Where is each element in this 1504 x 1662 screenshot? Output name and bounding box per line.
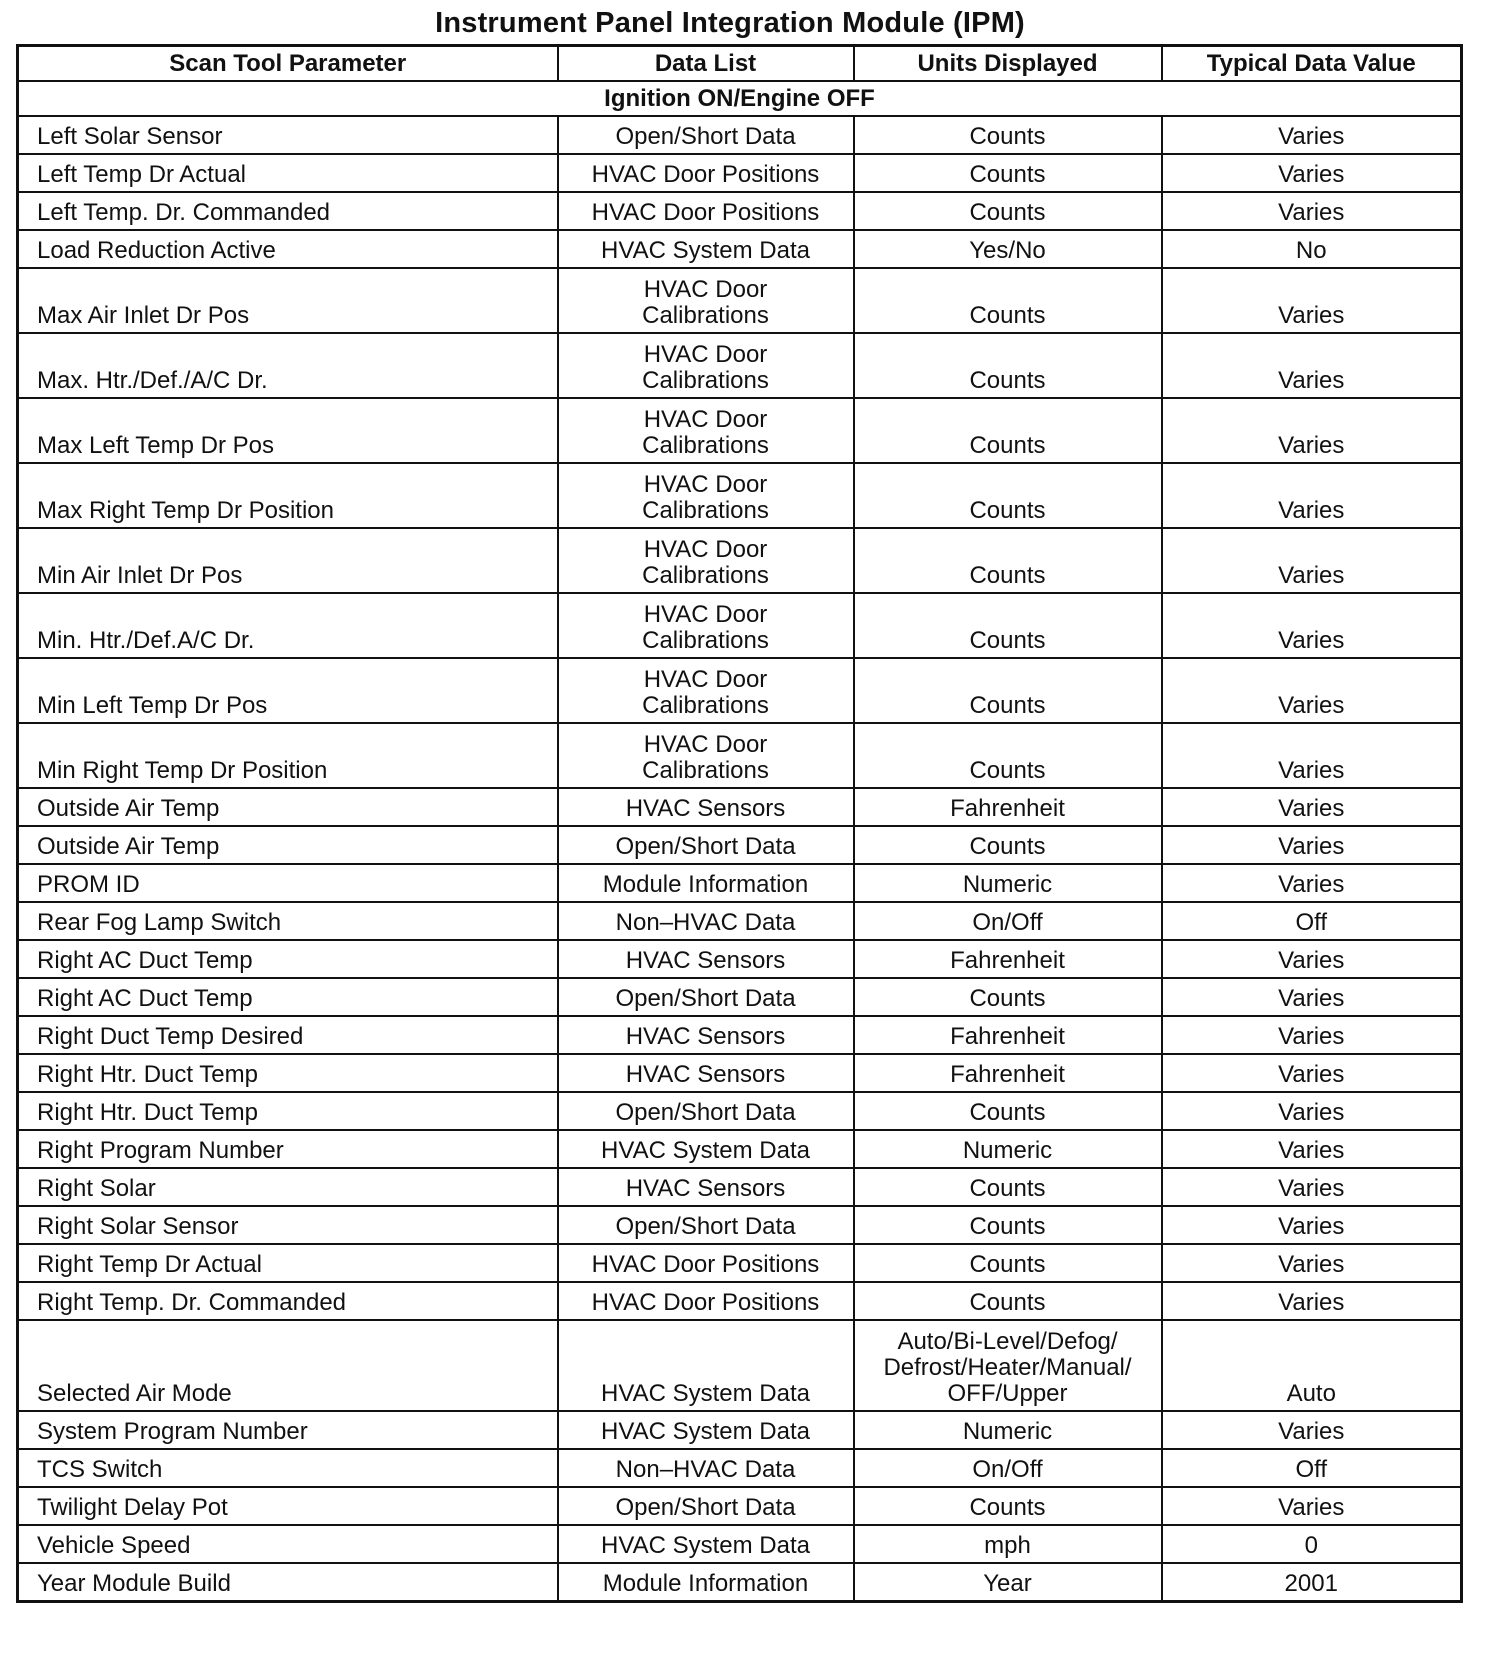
data-list-line: HVAC Door: [643, 276, 768, 303]
cell-data-list: [558, 154, 854, 192]
cell-typical-data-value: Varies: [1162, 463, 1462, 528]
data-list-line: HVAC Door Positions: [591, 1289, 820, 1316]
cell-data-list: [558, 333, 854, 398]
cell-scan-tool-parameter: Min Left Temp Dr Pos: [18, 658, 558, 723]
cell-units-displayed: [854, 1016, 1162, 1054]
cell-units-displayed: [854, 658, 1162, 723]
header-units-displayed: Units Displayed: [854, 46, 1162, 82]
cell-data-list: [558, 593, 854, 658]
cell-scan-tool-parameter: TCS Switch: [18, 1449, 558, 1487]
data-list-line: Open/Short Data: [615, 1213, 796, 1240]
data-list-line: Non–HVAC Data: [615, 1456, 796, 1483]
cell-units-displayed: [854, 154, 1162, 192]
cell-data-list: [558, 463, 854, 528]
data-list-line: Calibrations: [642, 302, 769, 329]
cell-units-displayed: [854, 463, 1162, 528]
cell-typical-data-value: Varies: [1162, 1487, 1462, 1525]
cell-units-displayed: [854, 1054, 1162, 1092]
cell-data-list: [558, 1282, 854, 1320]
table-row: [18, 1282, 1462, 1320]
cell-units-displayed: [854, 116, 1162, 154]
table-body: [18, 81, 1462, 1602]
table-row: [18, 154, 1462, 192]
cell-scan-tool-parameter: Right Htr. Duct Temp: [18, 1054, 558, 1092]
cell-data-list: [558, 1320, 854, 1411]
cell-typical-data-value: Varies: [1162, 978, 1462, 1016]
cell-scan-tool-parameter: Max Air Inlet Dr Pos: [18, 268, 558, 333]
data-list-line: HVAC Door: [643, 471, 768, 498]
cell-typical-data-value: Varies: [1162, 1130, 1462, 1168]
cell-data-list: [558, 723, 854, 788]
data-list-line: Non–HVAC Data: [615, 909, 796, 936]
cell-scan-tool-parameter: Right Htr. Duct Temp: [18, 1092, 558, 1130]
data-list-line: Open/Short Data: [615, 985, 796, 1012]
units-line: Year: [983, 1570, 1032, 1597]
cell-units-displayed: [854, 1092, 1162, 1130]
cell-scan-tool-parameter: Right Program Number: [18, 1130, 558, 1168]
cell-data-list: [558, 1206, 854, 1244]
table-row: [18, 398, 1462, 463]
table-row: [18, 788, 1462, 826]
cell-units-displayed: [854, 1411, 1162, 1449]
cell-units-displayed: [854, 864, 1162, 902]
cell-units-displayed: [854, 723, 1162, 788]
cell-units-displayed: [854, 902, 1162, 940]
cell-data-list: [558, 940, 854, 978]
cell-data-list: [558, 1054, 854, 1092]
cell-scan-tool-parameter: Max. Htr./Def./A/C Dr.: [18, 333, 558, 398]
cell-scan-tool-parameter: Min Air Inlet Dr Pos: [18, 528, 558, 593]
cell-scan-tool-parameter: Outside Air Temp: [18, 826, 558, 864]
cell-scan-tool-parameter: Left Temp. Dr. Commanded: [18, 192, 558, 230]
cell-typical-data-value: 0: [1162, 1525, 1462, 1563]
data-list-line: HVAC System Data: [601, 1532, 810, 1559]
cell-units-displayed: [854, 1282, 1162, 1320]
cell-scan-tool-parameter: Right Solar Sensor: [18, 1206, 558, 1244]
data-list-line: HVAC Door: [643, 731, 768, 758]
cell-scan-tool-parameter: Year Module Build: [18, 1563, 558, 1602]
units-line: Counts: [969, 367, 1046, 394]
cell-data-list: [558, 192, 854, 230]
cell-typical-data-value: Varies: [1162, 723, 1462, 788]
cell-typical-data-value: Off: [1162, 1449, 1462, 1487]
data-list-line: HVAC System Data: [601, 237, 810, 264]
cell-typical-data-value: Varies: [1162, 1016, 1462, 1054]
table-row: [18, 1244, 1462, 1282]
cell-data-list: [558, 1092, 854, 1130]
cell-units-displayed: [854, 1130, 1162, 1168]
cell-typical-data-value: Auto: [1162, 1320, 1462, 1411]
cell-units-displayed: [854, 978, 1162, 1016]
data-list-line: HVAC Door Positions: [591, 199, 820, 226]
cell-units-displayed: [854, 1244, 1162, 1282]
data-list-line: HVAC System Data: [601, 1380, 810, 1407]
cell-data-list: [558, 1244, 854, 1282]
table-row: [18, 333, 1462, 398]
cell-data-list: [558, 1563, 854, 1602]
units-line: On/Off: [972, 909, 1043, 936]
cell-scan-tool-parameter: Selected Air Mode: [18, 1320, 558, 1411]
units-line: Numeric: [962, 1418, 1053, 1445]
cell-typical-data-value: Varies: [1162, 1244, 1462, 1282]
cell-scan-tool-parameter: Left Temp Dr Actual: [18, 154, 558, 192]
cell-data-list: [558, 230, 854, 268]
table-row: [18, 1563, 1462, 1602]
cell-data-list: [558, 826, 854, 864]
data-list-line: HVAC Sensors: [625, 1023, 786, 1050]
table-header-row: [18, 46, 1462, 82]
cell-data-list: [558, 902, 854, 940]
data-list-line: HVAC Door: [643, 601, 768, 628]
data-list-line: HVAC Door: [643, 536, 768, 563]
header-data-list: Data List: [558, 46, 854, 82]
table-row: [18, 1449, 1462, 1487]
cell-scan-tool-parameter: Right Temp Dr Actual: [18, 1244, 558, 1282]
cell-units-displayed: [854, 268, 1162, 333]
cell-units-displayed: [854, 192, 1162, 230]
units-line: Counts: [969, 199, 1046, 226]
data-list-line: Module Information: [602, 1570, 809, 1597]
data-list-line: HVAC Sensors: [625, 1175, 786, 1202]
cell-typical-data-value: Varies: [1162, 333, 1462, 398]
units-line: Counts: [969, 1289, 1046, 1316]
units-line: OFF/Upper: [947, 1380, 1068, 1407]
cell-scan-tool-parameter: Rear Fog Lamp Switch: [18, 902, 558, 940]
cell-data-list: [558, 1449, 854, 1487]
table-row: [18, 268, 1462, 333]
units-line: Counts: [969, 985, 1046, 1012]
page-title: Instrument Panel Integration Module (IPM): [435, 7, 1025, 39]
data-list-line: Open/Short Data: [615, 833, 796, 860]
data-list-line: HVAC System Data: [601, 1137, 810, 1164]
cell-typical-data-value: Varies: [1162, 1282, 1462, 1320]
cell-units-displayed: [854, 1320, 1162, 1411]
cell-scan-tool-parameter: Load Reduction Active: [18, 230, 558, 268]
data-list-line: Calibrations: [642, 432, 769, 459]
header-typical-data-value: Typical Data Value: [1162, 46, 1462, 82]
cell-units-displayed: [854, 528, 1162, 593]
cell-units-displayed: [854, 593, 1162, 658]
units-line: Counts: [969, 1213, 1046, 1240]
data-list-line: Calibrations: [642, 757, 769, 784]
cell-typical-data-value: Varies: [1162, 528, 1462, 593]
cell-scan-tool-parameter: Vehicle Speed: [18, 1525, 558, 1563]
cell-data-list: [558, 1130, 854, 1168]
units-line: Numeric: [962, 1137, 1053, 1164]
units-line: Fahrenheit: [950, 947, 1065, 974]
data-list-line: HVAC Door: [643, 666, 768, 693]
table-row: [18, 723, 1462, 788]
table-row: [18, 940, 1462, 978]
units-line: Counts: [969, 161, 1046, 188]
cell-units-displayed: [854, 1168, 1162, 1206]
cell-typical-data-value: Varies: [1162, 658, 1462, 723]
cell-units-displayed: [854, 333, 1162, 398]
data-list-line: Open/Short Data: [615, 1494, 796, 1521]
cell-data-list: [558, 1016, 854, 1054]
units-line: mph: [984, 1532, 1031, 1559]
table-row: [18, 902, 1462, 940]
ipm-data-table: [16, 44, 1463, 1603]
cell-typical-data-value: Varies: [1162, 864, 1462, 902]
table-row: [18, 1487, 1462, 1525]
cell-data-list: [558, 978, 854, 1016]
units-line: Counts: [969, 123, 1046, 150]
cell-scan-tool-parameter: Max Left Temp Dr Pos: [18, 398, 558, 463]
cell-typical-data-value: 2001: [1162, 1563, 1462, 1602]
table-row: [18, 1092, 1462, 1130]
units-line: Counts: [969, 1494, 1046, 1521]
cell-units-displayed: [854, 230, 1162, 268]
cell-data-list: [558, 1411, 854, 1449]
units-line: Counts: [969, 497, 1046, 524]
header-scan-tool-parameter: Scan Tool Parameter: [18, 46, 558, 82]
cell-data-list: [558, 788, 854, 826]
cell-scan-tool-parameter: Min Right Temp Dr Position: [18, 723, 558, 788]
units-line: Fahrenheit: [950, 1023, 1065, 1050]
cell-units-displayed: [854, 940, 1162, 978]
data-list-line: HVAC System Data: [601, 1418, 810, 1445]
table-row: [18, 1054, 1462, 1092]
data-list-line: Calibrations: [642, 692, 769, 719]
cell-data-list: [558, 658, 854, 723]
table-row: [18, 1320, 1462, 1411]
cell-units-displayed: [854, 1525, 1162, 1563]
table-row: [18, 1206, 1462, 1244]
table-row: [18, 593, 1462, 658]
table-row: [18, 1016, 1462, 1054]
table-row: [18, 463, 1462, 528]
cell-scan-tool-parameter: Right Solar: [18, 1168, 558, 1206]
section-label: Ignition ON/Engine OFF: [18, 81, 1462, 116]
units-line: Counts: [969, 692, 1046, 719]
data-list-line: Open/Short Data: [615, 123, 796, 150]
cell-units-displayed: [854, 1449, 1162, 1487]
cell-typical-data-value: Varies: [1162, 826, 1462, 864]
cell-scan-tool-parameter: Left Solar Sensor: [18, 116, 558, 154]
cell-typical-data-value: Varies: [1162, 1092, 1462, 1130]
cell-scan-tool-parameter: Right Duct Temp Desired: [18, 1016, 558, 1054]
cell-units-displayed: [854, 826, 1162, 864]
cell-typical-data-value: Varies: [1162, 1206, 1462, 1244]
cell-scan-tool-parameter: Right AC Duct Temp: [18, 940, 558, 978]
cell-scan-tool-parameter: System Program Number: [18, 1411, 558, 1449]
cell-data-list: [558, 1168, 854, 1206]
cell-data-list: [558, 1487, 854, 1525]
data-list-line: HVAC Door Positions: [591, 1251, 820, 1278]
table-row: [18, 826, 1462, 864]
data-list-line: Module Information: [602, 871, 809, 898]
cell-typical-data-value: Varies: [1162, 398, 1462, 463]
table-row: [18, 978, 1462, 1016]
cell-scan-tool-parameter: Right Temp. Dr. Commanded: [18, 1282, 558, 1320]
units-line: Yes/No: [969, 237, 1046, 264]
cell-scan-tool-parameter: Outside Air Temp: [18, 788, 558, 826]
cell-typical-data-value: Varies: [1162, 1054, 1462, 1092]
data-list-line: Open/Short Data: [615, 1099, 796, 1126]
units-line: Counts: [969, 1099, 1046, 1126]
cell-data-list: [558, 864, 854, 902]
units-line: On/Off: [972, 1456, 1043, 1483]
cell-scan-tool-parameter: PROM ID: [18, 864, 558, 902]
units-line: Counts: [969, 302, 1046, 329]
cell-typical-data-value: Varies: [1162, 116, 1462, 154]
cell-data-list: [558, 398, 854, 463]
table-row: [18, 1168, 1462, 1206]
units-line: Defrost/Heater/Manual/: [883, 1354, 1132, 1381]
units-line: Counts: [969, 1251, 1046, 1278]
data-list-line: Calibrations: [642, 367, 769, 394]
cell-units-displayed: [854, 788, 1162, 826]
units-line: Numeric: [962, 871, 1053, 898]
cell-scan-tool-parameter: Max Right Temp Dr Position: [18, 463, 558, 528]
cell-scan-tool-parameter: Min. Htr./Def.A/C Dr.: [18, 593, 558, 658]
cell-typical-data-value: Varies: [1162, 788, 1462, 826]
units-line: Counts: [969, 833, 1046, 860]
cell-typical-data-value: Varies: [1162, 1411, 1462, 1449]
cell-typical-data-value: Varies: [1162, 192, 1462, 230]
data-list-line: HVAC Door: [643, 406, 768, 433]
cell-typical-data-value: Varies: [1162, 940, 1462, 978]
units-line: Counts: [969, 432, 1046, 459]
cell-typical-data-value: No: [1162, 230, 1462, 268]
table-row: [18, 192, 1462, 230]
table-row: [18, 230, 1462, 268]
data-list-line: HVAC Sensors: [625, 1061, 786, 1088]
cell-typical-data-value: Varies: [1162, 154, 1462, 192]
data-list-line: Calibrations: [642, 497, 769, 524]
units-line: Counts: [969, 757, 1046, 784]
cell-typical-data-value: Varies: [1162, 1168, 1462, 1206]
cell-data-list: [558, 528, 854, 593]
table-row: [18, 1525, 1462, 1563]
table-row: [18, 116, 1462, 154]
units-line: Counts: [969, 1175, 1046, 1202]
cell-data-list: [558, 1525, 854, 1563]
cell-data-list: [558, 116, 854, 154]
units-line: Counts: [969, 562, 1046, 589]
table-row: [18, 1411, 1462, 1449]
units-line: Fahrenheit: [950, 1061, 1065, 1088]
data-list-line: HVAC Door: [643, 341, 768, 368]
cell-units-displayed: [854, 1487, 1162, 1525]
data-list-line: HVAC Sensors: [625, 795, 786, 822]
table-row: [18, 864, 1462, 902]
cell-data-list: [558, 268, 854, 333]
table-row: [18, 658, 1462, 723]
units-line: Counts: [969, 627, 1046, 654]
cell-units-displayed: [854, 1563, 1162, 1602]
table-row: [18, 1130, 1462, 1168]
cell-typical-data-value: Varies: [1162, 268, 1462, 333]
table-row: [18, 528, 1462, 593]
cell-scan-tool-parameter: Right AC Duct Temp: [18, 978, 558, 1016]
section-row: [18, 81, 1462, 116]
data-list-line: HVAC Door Positions: [591, 161, 820, 188]
cell-units-displayed: [854, 398, 1162, 463]
data-list-line: Calibrations: [642, 562, 769, 589]
data-list-line: HVAC Sensors: [625, 947, 786, 974]
units-line: Fahrenheit: [950, 795, 1065, 822]
cell-typical-data-value: Varies: [1162, 593, 1462, 658]
cell-units-displayed: [854, 1206, 1162, 1244]
data-list-line: Calibrations: [642, 627, 769, 654]
cell-scan-tool-parameter: Twilight Delay Pot: [18, 1487, 558, 1525]
units-line: Auto/Bi-Level/Defog/: [897, 1328, 1118, 1355]
cell-typical-data-value: Off: [1162, 902, 1462, 940]
